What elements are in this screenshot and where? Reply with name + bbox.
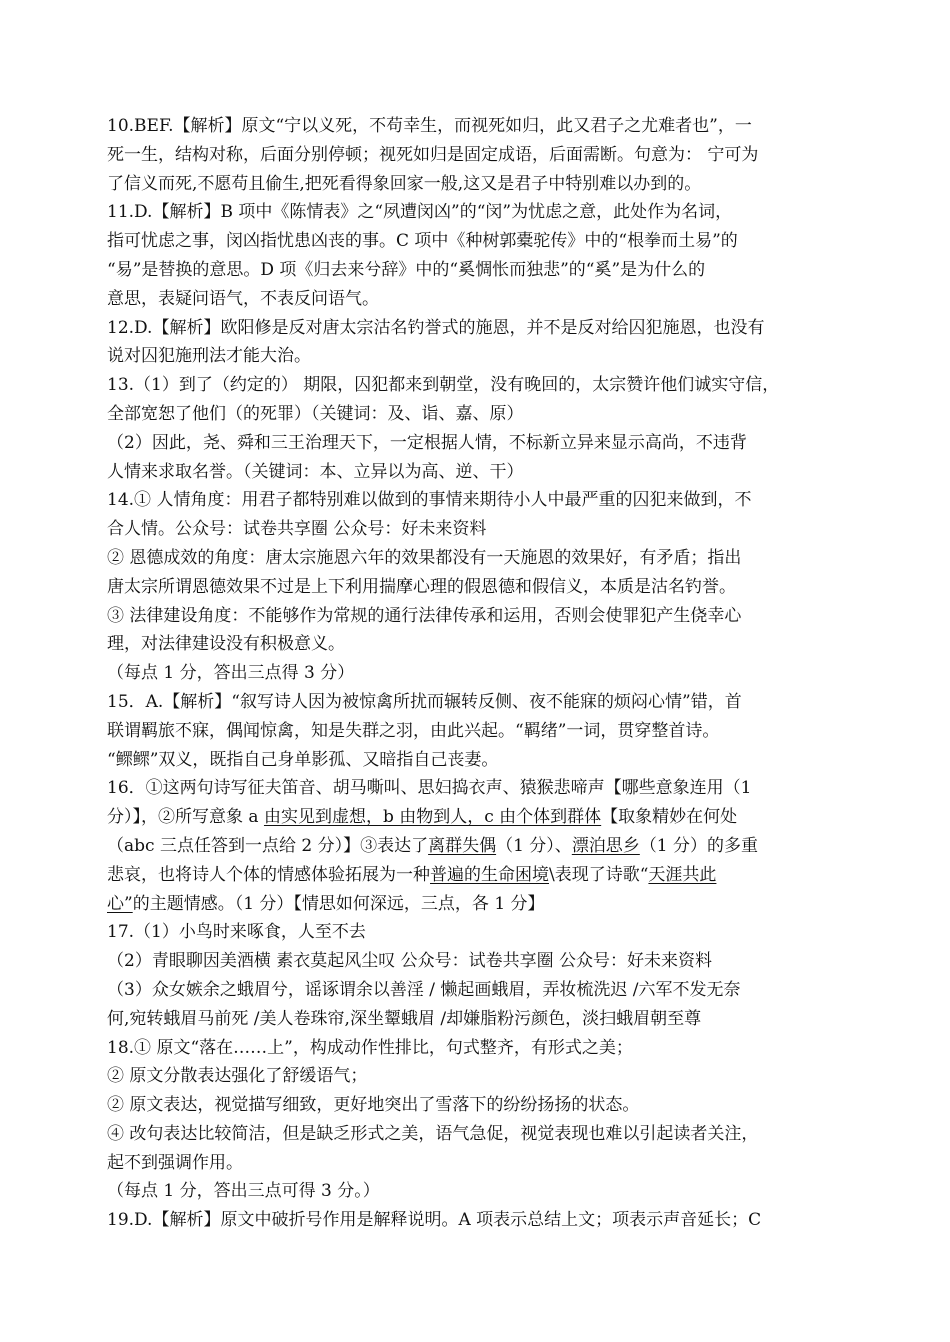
q16-text: 【取象精妙在何处 bbox=[601, 807, 738, 828]
q16-underlined-text: 离群失偶 bbox=[428, 835, 497, 856]
text-line: 12.D.【解析】欧阳修是反对唐太宗沽名钓誉式的施恩，并不是反对给囚犯施恩，也没有 bbox=[107, 317, 765, 338]
text-line: ② 恩德成效的角度：唐太宗施恩六年的效果都没有一天施恩的效果好，有矛盾；指出 bbox=[107, 547, 742, 568]
text-line: （3）众女嫉余之蛾眉兮，谣诼谓余以善淫 / 懒起画蛾眉，弄妆梳洗迟 /六军不发无奈 bbox=[107, 979, 741, 1000]
text-line: 11.D.【解析】B 项中《陈情表》之“夙遭闵凶”的“闵”为忧虑之意，此处作为名词， bbox=[107, 202, 733, 223]
text-line: （2）因此，尧、舜和三王治理天下，一定根据人情，不标新立异来显示高尚，不违背 bbox=[107, 432, 747, 453]
text-line: ② 原文分散表达强化了舒缓语气； bbox=[107, 1066, 368, 1087]
text-line: 18.① 原文“落在……上”，构成动作性排比，句式整齐，有形式之美； bbox=[107, 1037, 633, 1058]
text-line: 何,宛转蛾眉马前死 /美人卷珠帘,深坐颦蛾眉 /却嫌脂粉污颜色，淡扫蛾眉朝至尊 bbox=[107, 1008, 702, 1029]
q16-text: （1 分）的多重 bbox=[639, 835, 759, 856]
text-line: 死一生，结构对称，后面分别停顿；视死如归是固定成语，后面需断。句意为： 宁可为 bbox=[107, 144, 759, 165]
q16-line-3 bbox=[107, 832, 855, 861]
q16-text: 分）】，②所写意象 a bbox=[107, 807, 264, 828]
answer-key-page bbox=[107, 112, 855, 1235]
text-line: 意思，表疑问语气，不表反问语气。 bbox=[107, 288, 379, 309]
text-line: 唐太宗所谓恩德效果不过是上下利用揣摩心理的假恩德和假信义，本质是沽名钓誉。 bbox=[107, 576, 736, 597]
text-line: 了信义而死,不愿苟且偷生,把死看得象回家一般,这又是君子中特别难以办到的。 bbox=[107, 173, 702, 194]
text-line: （每点 1 分，答出三点得 3 分） bbox=[107, 663, 355, 684]
text-line: 13.（1）到了（约定的） 期限，囚犯都来到朝堂，没有晚回的，太宗赞许他们诚实守信， bbox=[107, 375, 780, 396]
q16-line-4 bbox=[107, 861, 855, 890]
q16-line-2 bbox=[107, 803, 855, 832]
text-line: （2）青眼聊因美酒横 素衣莫起风尘叹 公众号：试卷共享圈 公众号：好未来资料 bbox=[107, 951, 713, 972]
text-line: 人情来求取名誉。（关键词：本、立异以为高、逆、干） bbox=[107, 461, 524, 482]
text-line: ② 原文表达，视觉描写细致，更好地突出了雪落下的纷纷扬扬的状态。 bbox=[107, 1095, 640, 1116]
q16-text: 悲哀，也将诗人个体的情感体验拓展为一种 bbox=[107, 864, 430, 885]
text-line: 起不到强调作用。 bbox=[107, 1152, 243, 1173]
text-line: “鳏鳏”双义，既指自己身单影孤、又暗指自己丧妻。 bbox=[107, 749, 499, 770]
q16-text: 的主题情感。（1 分）【情思如何深远，三点，各 1 分】 bbox=[132, 893, 545, 914]
q16-text: \表现了诗歌“ bbox=[549, 864, 649, 885]
q16-underlined-text: 心” bbox=[107, 893, 133, 914]
q16-text: （abc 三点任答到一点给 2 分）】③表达了 bbox=[107, 835, 429, 856]
q16-underlined-text: 天涯共此 bbox=[648, 864, 717, 885]
q16-line-1: 16．①这两句诗写征夫笛音、胡马嘶叫、思妇捣衣声、猿猴悲啼声【哪些意象连用（1 bbox=[107, 778, 752, 799]
text-line: ④ 改句表达比较简洁，但是缺乏形式之美，语气急促，视觉表现也难以引起读者关注， bbox=[107, 1123, 759, 1144]
q16-underlined-text: 普遍的生命困境 bbox=[430, 864, 549, 885]
text-line: 联谓羁旅不寐，偶闻惊禽，知是失群之羽，由此兴起。“羁绪”一词，贯穿整首诗。 bbox=[107, 720, 720, 741]
q16-line-5 bbox=[107, 890, 855, 919]
text-line: 17.（1）小鸟时来啄食，人至不去 bbox=[107, 922, 366, 943]
text-line: 10.BEF.【解析】原文“宁以义死，不苟幸生，而视死如归，此又君子之尤难者也”，一 bbox=[107, 116, 752, 136]
q16-text: （1 分）、 bbox=[496, 835, 572, 856]
text-line: ③ 法律建设角度：不能够作为常规的通行法律传承和运用，否则会使罪犯产生侥幸心 bbox=[107, 605, 742, 626]
text-line: 14.① 人情角度：用君子都特别难以做到的事情来期待小人中最严重的囚犯来做到，不 bbox=[107, 490, 752, 511]
text-line: 15．A.【解析】“叙写诗人因为被惊禽所扰而辗转反侧、夜不能寐的烦闷心情”错，首 bbox=[107, 691, 742, 712]
text-line: 19.D.【解析】原文中破折号作用是解释说明。A 项表示总结上文；项表示声音延长；C bbox=[107, 1210, 762, 1231]
text-line: 理，对法律建设没有积极意义。 bbox=[107, 634, 345, 655]
q16-underlined-text: 漂泊思乡 bbox=[571, 835, 640, 856]
q16-underlined-text: 由实见到虚想，b 由物到人，c 由个体到群体 bbox=[263, 807, 602, 828]
text-line: （每点 1 分，答出三点可得 3 分。） bbox=[107, 1181, 380, 1202]
text-line: 说对囚犯施刑法才能大治。 bbox=[107, 346, 311, 367]
text-line: 合人情。公众号：试卷共享圈 公众号：好未来资料 bbox=[107, 519, 487, 540]
text-line: 指可忧虑之事，闵凶指忧患凶丧的事。C 项中《种树郭橐驼传》中的“根拳而土易”的 bbox=[107, 231, 738, 252]
text-line: “易”是替换的意思。D 项《归去来兮辞》中的“奚惆怅而独悲”的“奚”是为什么的 bbox=[107, 259, 706, 280]
text-line: 全部宽恕了他们（的死罪）（关键词：及、诣、嘉、原） bbox=[107, 403, 524, 424]
